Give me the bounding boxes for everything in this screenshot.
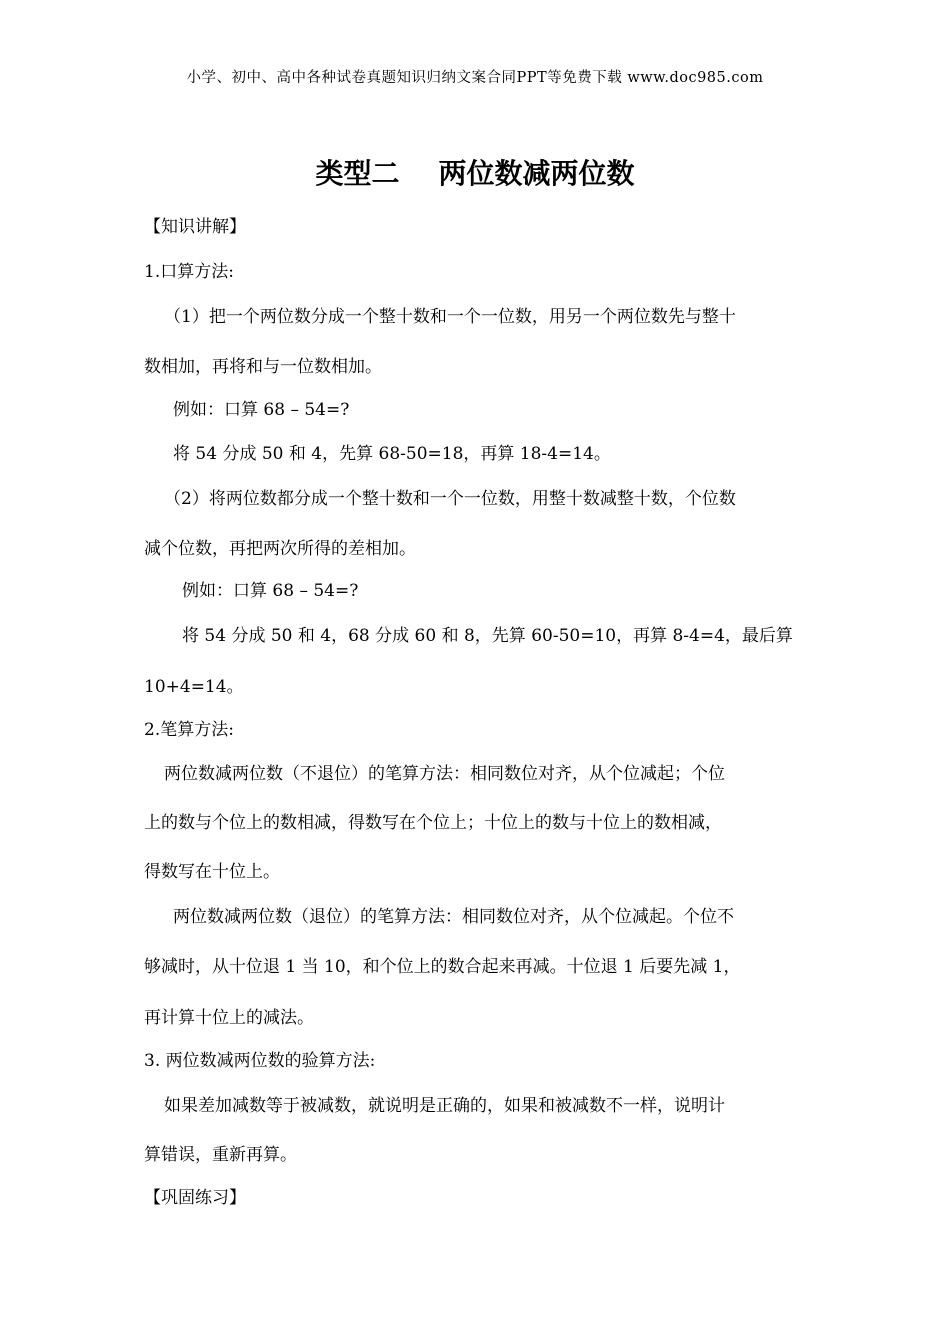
method-1-line-2: 数相加，再将和与一位数相加。 (144, 357, 382, 377)
written-borrow-line-1: 两位数减两位数（退位）的笔算方法：相同数位对齐，从个位减起。个位不 (173, 907, 734, 927)
verification-line-2: 算错误，重新再算。 (144, 1145, 297, 1165)
example-2-answer-line-1: 将 54 分成 50 和 4，68 分成 60 和 8，先算 60-50=10，再算 8-4=4，最后算 (182, 626, 793, 646)
section-heading-knowledge: 【知识讲解】 (144, 217, 246, 237)
page-title: 类型二 两位数减两位数 (315, 157, 635, 190)
method-2-line-2: 减个位数，再把两次所得的差相加。 (144, 539, 416, 559)
subheading-written-calculation: 2.笔算方法: (144, 720, 234, 740)
method-2-line-1: （2）将两位数都分成一个整十数和一个一位数，用整十数减整十数，个位数 (164, 489, 736, 509)
written-borrow-line-3: 再计算十位上的减法。 (144, 1008, 314, 1028)
example-2-answer-line-2: 10+4=14。 (144, 677, 244, 697)
written-borrow-line-2: 够减时，从十位退 1 当 10，和个位上的数合起来再减。十位退 1 后要先减 1， (144, 957, 741, 977)
section-heading-practice: 【巩固练习】 (144, 1188, 246, 1208)
example-1-answer: 将 54 分成 50 和 4，先算 68-50=18，再算 18-4=14。 (173, 444, 611, 464)
subheading-verification: 3. 两位数减两位数的验算方法: (144, 1051, 376, 1071)
example-2-question: 例如：口算 68 – 54=? (182, 581, 359, 601)
written-no-borrow-line-3: 得数写在十位上。 (144, 862, 280, 882)
written-no-borrow-line-2: 上的数与个位上的数相减，得数写在个位上；十位上的数与十位上的数相减， (144, 813, 722, 833)
page-header: 小学、初中、高中各种试卷真题知识归纳文案合同PPT等免费下载 www.doc985.com (186, 70, 764, 86)
verification-line-1: 如果差加减数等于被减数，就说明是正确的，如果和被减数不一样，说明计 (164, 1096, 725, 1116)
written-no-borrow-line-1: 两位数减两位数（不退位）的笔算方法：相同数位对齐，从个位减起；个位 (164, 764, 725, 784)
subheading-mental-calculation: 1.口算方法: (144, 262, 234, 282)
method-1-line-1: （1）把一个两位数分成一个整十数和一个一位数，用另一个两位数先与整十 (164, 307, 736, 327)
example-1-question: 例如：口算 68 – 54=? (173, 400, 350, 420)
